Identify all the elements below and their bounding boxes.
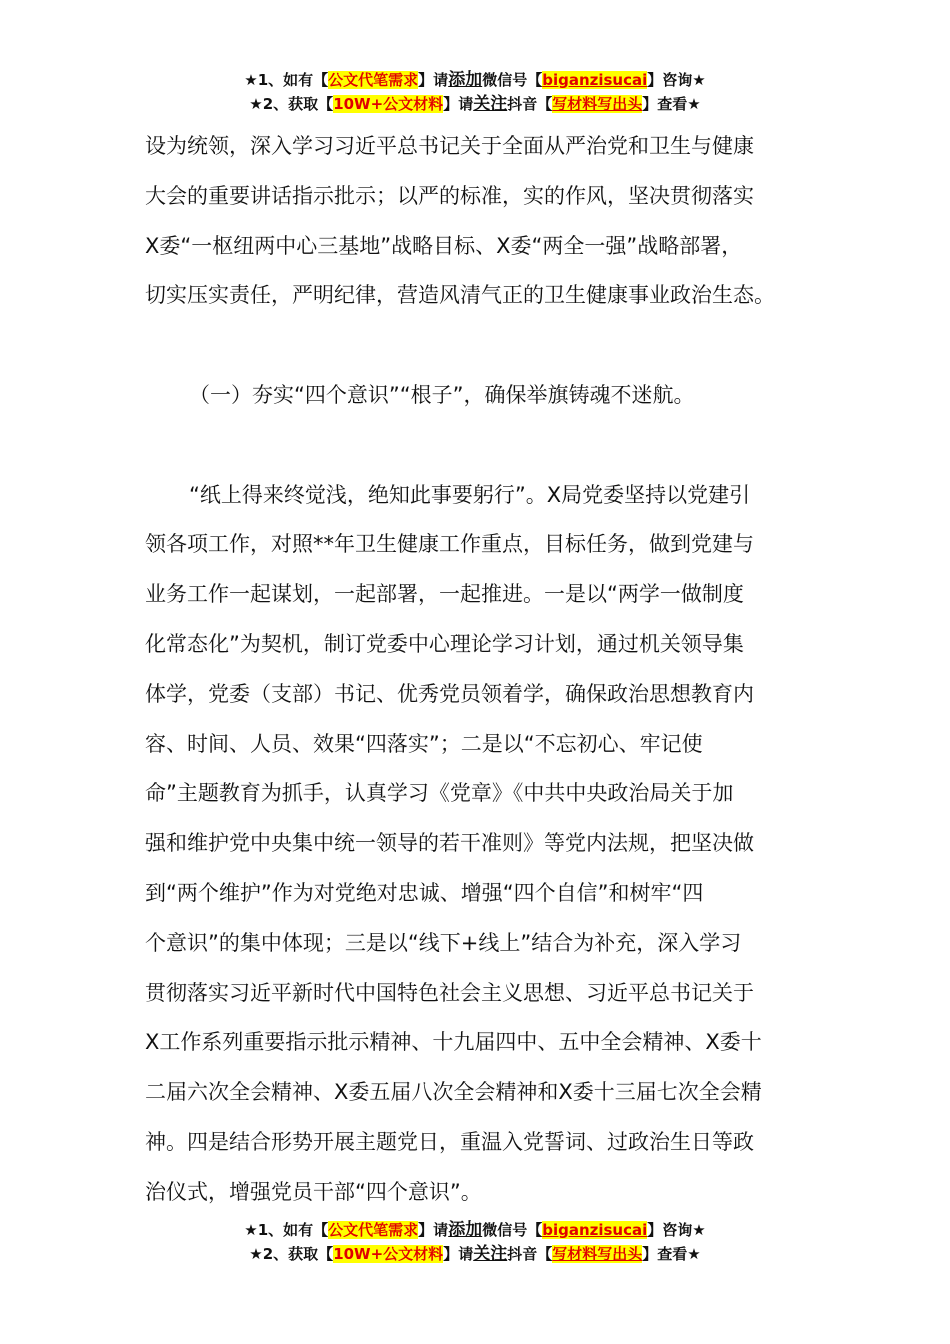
paragraph-line: 个意识”的集中体现；三是以“线下+线上”结合为补充，深入学习 <box>145 930 742 955</box>
banner-text: 微信号【 <box>482 1221 543 1239</box>
paragraph-line: 治仪式，增强党员干部“四个意识”。 <box>145 1179 482 1204</box>
document-body <box>145 126 835 1222</box>
banner-douyin-id: 写材料写出头 <box>552 1245 643 1263</box>
banner-text: ★1、如有【 <box>244 1221 329 1239</box>
paragraph-line: X委“一枢纽两中心三基地”战略目标、X委“两全一强”战略部署， <box>145 233 743 258</box>
paragraph-line: 容、时间、人员、效果“四落实”；二是以“不忘初心、牢记使 <box>145 731 703 756</box>
section-heading: （一）夯实“四个意识”“根子”，确保举旗铸魂不迷航。 <box>189 382 695 407</box>
banner-douyin-id: 写材料写出头 <box>552 95 643 113</box>
banner-text: 抖音【 <box>507 1245 553 1263</box>
banner-emphasis: 添加 <box>448 1220 483 1240</box>
paragraph-line: 业务工作一起谋划，一起部署，一起推进。一是以“两学一做制度 <box>145 582 744 607</box>
banner-wechat-id: biganzisucai <box>542 1221 648 1239</box>
paragraph-line: 切实压实责任，严明纪律，营造风清气正的卫生健康事业政治生态。 <box>145 283 775 308</box>
paragraph-line <box>145 425 835 475</box>
banner-text: 】请 <box>443 95 474 113</box>
banner-text: 】查看★ <box>642 95 701 113</box>
paragraph-line: 体学，党委（支部）书记、优秀党员领着学，确保政治思想教育内 <box>145 681 754 706</box>
banner-text: ★1、如有【 <box>244 71 329 89</box>
paragraph-line: 二届六次全会精神、X委五届八次全会精神和X委十三届七次全会精 <box>145 1080 762 1105</box>
banner-line-2 <box>0 92 950 116</box>
banner-text: 】查看★ <box>642 1245 701 1263</box>
banner-text: ★2、获取【 <box>249 95 334 113</box>
banner-emphasis: 关注 <box>473 1244 508 1264</box>
banner-highlight: 10W+公文材料 <box>333 1245 444 1263</box>
banner-text: 】咨询★ <box>647 1221 706 1239</box>
paragraph-line: 强和维护党中央集中统一领导的若干准则》等党内法规，把坚决做 <box>145 831 754 856</box>
banner-emphasis: 添加 <box>448 70 483 90</box>
banner-highlight: 10W+公文材料 <box>333 95 444 113</box>
paragraph-line: 化常态化”为契机，制订党委中心理论学习计划，通过机关领导集 <box>145 631 744 656</box>
banner-text: 】请 <box>418 1221 449 1239</box>
header-banner <box>0 68 950 116</box>
banner-wechat-id: biganzisucai <box>542 71 648 89</box>
banner-text: 】请 <box>443 1245 474 1263</box>
footer-banner <box>0 1218 950 1266</box>
banner-line-1 <box>0 1218 950 1242</box>
paragraph-line: X工作系列重要指示批示精神、十九届四中、五中全会精神、X委十 <box>145 1030 762 1055</box>
banner-text: 】请 <box>418 71 449 89</box>
paragraph-line: 贯彻落实习近平新时代中国特色社会主义思想、习近平总书记关于 <box>145 980 754 1005</box>
banner-text: 微信号【 <box>482 71 543 89</box>
paragraph-line: 命”主题教育为抓手，认真学习《党章》《中共中央政治局关于加 <box>145 781 734 806</box>
banner-text: 抖音【 <box>507 95 553 113</box>
banner-line-2 <box>0 1242 950 1266</box>
banner-highlight: 公文代笔需求 <box>328 71 419 89</box>
banner-text: 】咨询★ <box>647 71 706 89</box>
banner-emphasis: 关注 <box>473 94 508 114</box>
paragraph-line: 领各项工作，对照**年卫生健康工作重点，目标任务，做到党建与 <box>145 532 754 557</box>
paragraph-line <box>145 325 835 375</box>
paragraph-line: 大会的重要讲话指示批示；以严的标准，实的作风，坚决贯彻落实 <box>145 183 754 208</box>
paragraph-line: 设为统领，深入学习习近平总书记关于全面从严治党和卫生与健康 <box>145 134 754 158</box>
banner-text: ★2、获取【 <box>249 1245 334 1263</box>
banner-highlight: 公文代笔需求 <box>328 1221 419 1239</box>
paragraph-line: 神。四是结合形势开展主题党日，重温入党誓词、过政治生日等政 <box>145 1129 754 1154</box>
paragraph-line: “纸上得来终觉浅，绝知此事要躬行”。X局党委坚持以党建引 <box>189 482 751 507</box>
banner-line-1 <box>0 68 950 92</box>
paragraph-line: 到“两个维护”作为对党绝对忠诚、增强“四个自信”和树牢“四 <box>145 880 704 905</box>
